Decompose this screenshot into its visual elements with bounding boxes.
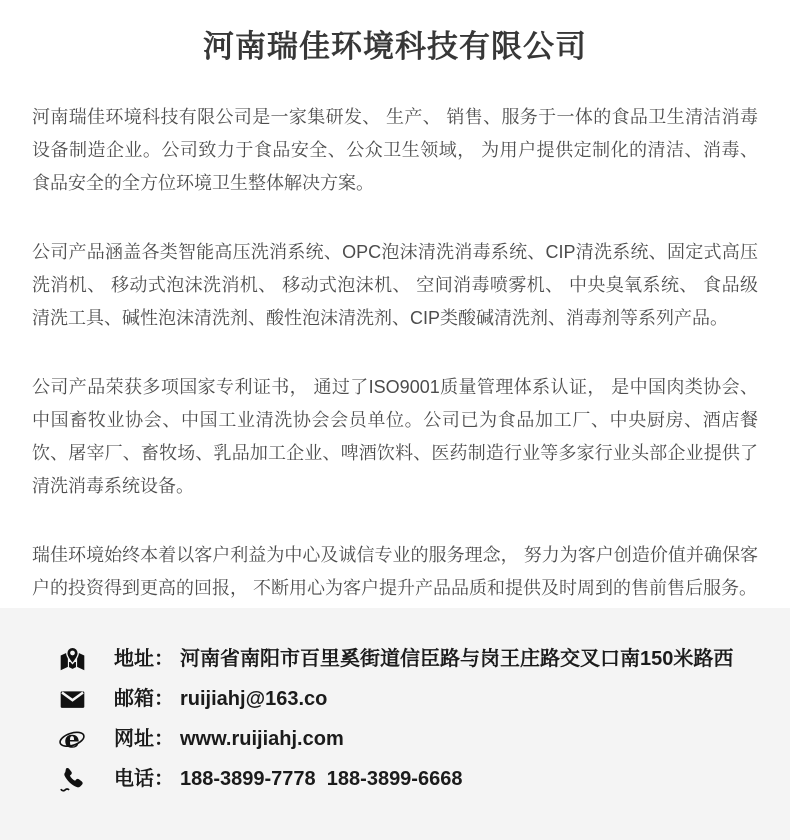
website-value: www.ruijiahj.com <box>180 728 344 750</box>
svg-text:e: e <box>64 725 80 754</box>
contact-row-email <box>58 686 760 713</box>
contact-row-website <box>58 726 760 753</box>
website-label: 网址： <box>114 728 174 750</box>
company-intro-section <box>0 101 790 605</box>
envelope-icon <box>58 686 86 713</box>
phone-icon <box>58 766 86 793</box>
contact-footer <box>0 608 790 840</box>
intro-paragraph-company: 河南瑞佳环境科技有限公司是一家集研发、 生产、 销售、服务于一体的食品卫生清洁消毒设备制造企业。公司致力于食品安全、公众卫生领域， 为用户提供定制化的清洁、消毒、 食品安全的全方位环境卫生整体解决方案。 <box>32 107 758 193</box>
page-title: 河南瑞佳环境科技有限公司 <box>203 29 587 64</box>
intro-paragraph-service: 瑞佳环境始终本着以客户利益为中心及诚信专业的服务理念， 努力为客户创造价值并确保客户的投资得到更高的回报， 不断用心为客户提升产品品质和提供及时周到的售前售后服务。 <box>32 545 758 598</box>
address-value: 河南省南阳市百里奚街道信臣路与岗王庄路交叉口南150米路西 <box>180 648 734 670</box>
email-value: ruijiahj@163.co <box>180 688 328 710</box>
address-label: 地址： <box>114 648 174 670</box>
contact-row-phone <box>58 766 760 793</box>
contact-row-address <box>58 646 760 673</box>
phone-label: 电话： <box>114 768 174 790</box>
email-label: 邮箱： <box>114 688 174 710</box>
ie-browser-icon <box>58 726 86 753</box>
phone-value: 188-3899-7778 188-3899-6668 <box>180 768 463 790</box>
map-pin-icon <box>58 646 86 673</box>
intro-paragraph-products: 公司产品涵盖各类智能高压洗消系统、OPC泡沫清洗消毒系统、CIP清洗系统、固定式高压洗消机、 移动式泡沫洗消机、 移动式泡沫机、 空间消毒喷雾机、 中央臭氧系统、 食品级清洗工具、碱性泡沫清洗剂、酸性泡沫清洗剂、CIP类酸碱清洗剂、消毒剂等系列产品。 <box>32 242 758 328</box>
intro-paragraph-certifications: 公司产品荣获多项国家专利证书， 通过了ISO9001质量管理体系认证， 是中国肉类协会、中国畜牧业协会、中国工业清洗协会会员单位。公司已为食品加工厂、中央厨房、酒店餐饮、屠宰厂、畜牧场、乳品加工企业、啤酒饮料、医药制造行业等多家行业头部企业提供了清洗消毒系统设备。 <box>32 377 758 496</box>
